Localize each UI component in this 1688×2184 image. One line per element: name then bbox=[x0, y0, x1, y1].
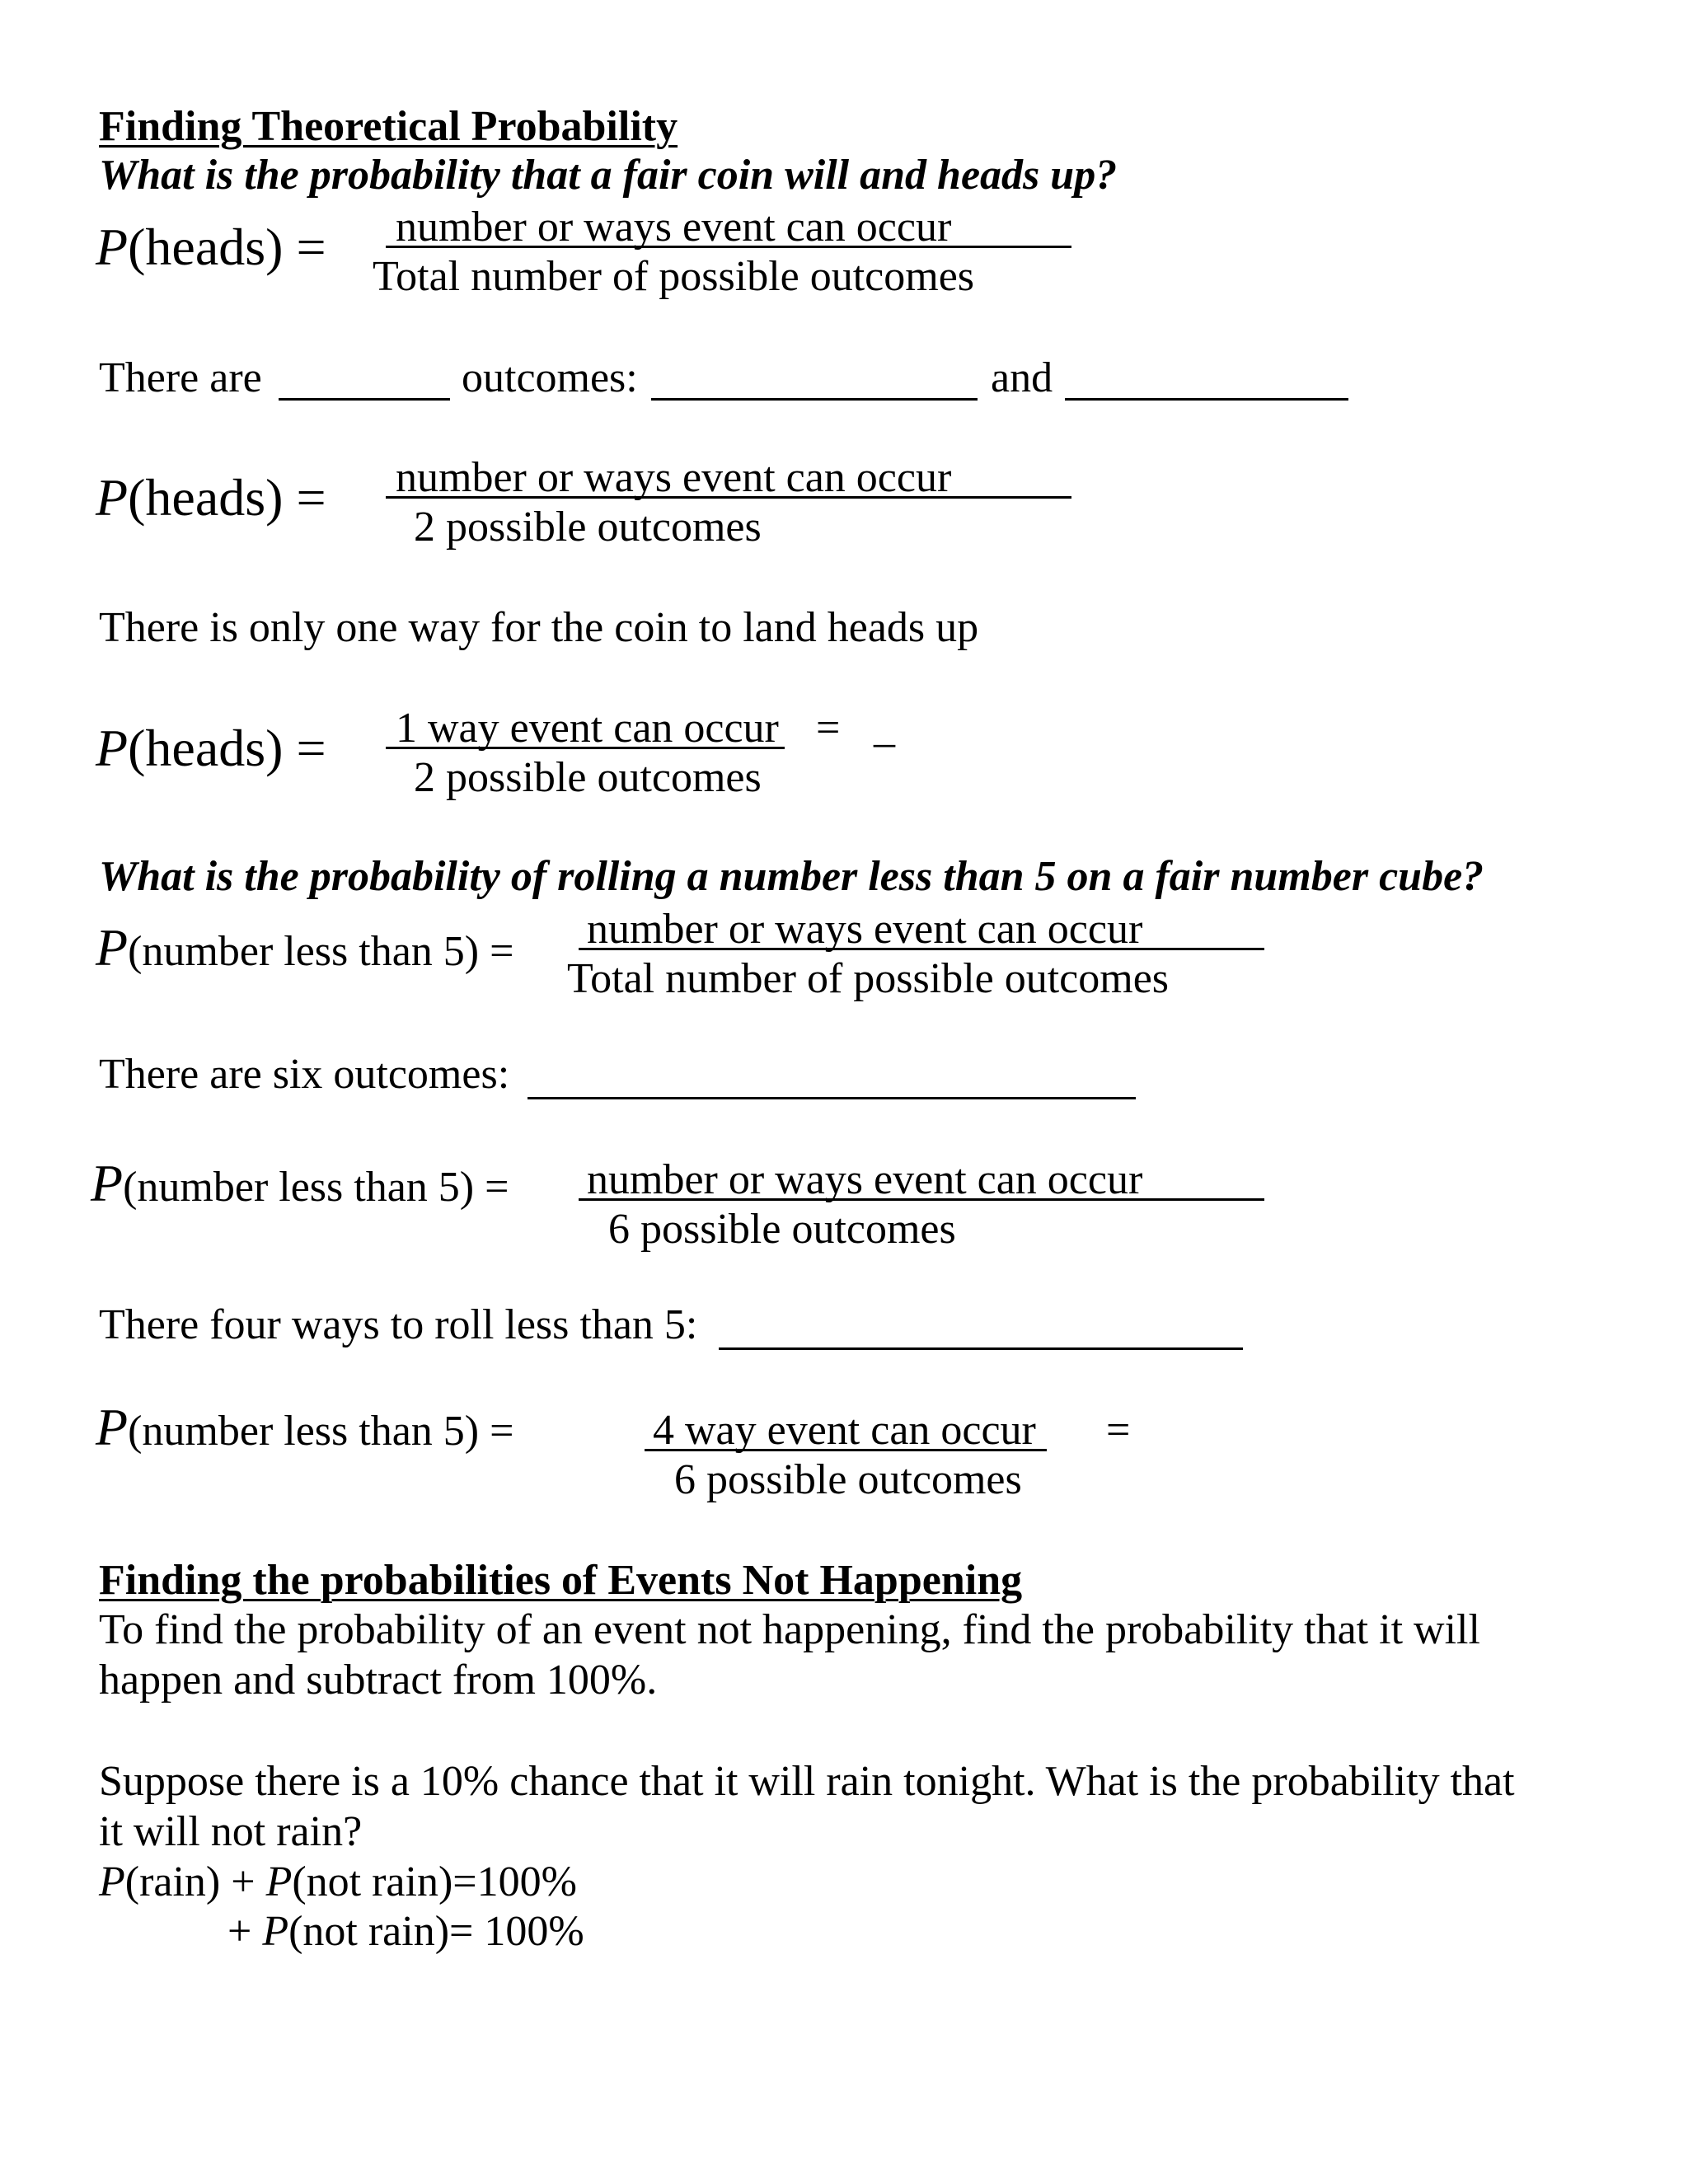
fraction-bar bbox=[579, 948, 1264, 950]
equals-sign: = bbox=[816, 705, 841, 752]
rain-question-line-2: it will not rain? bbox=[99, 1808, 363, 1855]
lhs-rest: (number less than 5) = bbox=[128, 1408, 514, 1455]
fraction-bar bbox=[386, 246, 1071, 248]
only-one-way-text: There is only one way for the coin to land heads up bbox=[99, 604, 979, 651]
four-ways-label: There four ways to roll less than 5: bbox=[99, 1301, 698, 1348]
fraction-denominator: 2 possible outcomes bbox=[414, 504, 762, 551]
p-letter: P bbox=[96, 918, 129, 977]
fraction-denominator: Total number of possible outcomes bbox=[567, 955, 1170, 1002]
outcomes-label-2: outcomes: bbox=[462, 354, 638, 401]
outcomes-label-1: There are bbox=[99, 354, 262, 401]
blank-outcome-1 bbox=[651, 398, 978, 401]
fraction-numerator: 1 way event can occur bbox=[396, 705, 779, 752]
fraction-denominator: 6 possible outcomes bbox=[674, 1456, 1022, 1503]
eq-part: (not rain)=100% bbox=[292, 1858, 577, 1905]
blank-outcome-2 bbox=[1065, 398, 1348, 401]
intro-line-1: To find the probability of an event not happening, find the probability that it will bbox=[99, 1606, 1480, 1653]
fraction-denominator: Total number of possible outcomes bbox=[373, 253, 975, 300]
equals-sign: = bbox=[1106, 1407, 1131, 1454]
formula-cube-lhs bbox=[96, 918, 514, 977]
fraction-denominator: 6 possible outcomes bbox=[608, 1206, 956, 1253]
blank-four-ways bbox=[719, 1347, 1243, 1350]
blank-six-outcomes bbox=[528, 1097, 1136, 1099]
eq-part: (rain) + bbox=[124, 1858, 266, 1905]
fraction-numerator: number or ways event can occur bbox=[587, 1156, 1143, 1203]
fraction-numerator: 4 way event can occur bbox=[653, 1407, 1036, 1454]
formula-cube-lhs bbox=[91, 1154, 509, 1212]
p-letter: P bbox=[265, 1858, 293, 1905]
intro-line-2: happen and subtract from 100%. bbox=[99, 1657, 658, 1704]
p-letter: P bbox=[96, 1398, 129, 1456]
formula-cube-lhs bbox=[96, 1398, 514, 1456]
rain-equation-2 bbox=[227, 1910, 584, 1953]
fraction-bar bbox=[645, 1449, 1047, 1451]
fraction-bar bbox=[579, 1198, 1264, 1201]
fraction-bar bbox=[386, 747, 785, 749]
lhs-rest: (number less than 5) = bbox=[128, 928, 514, 975]
fraction-numerator: number or ways event can occur bbox=[396, 204, 952, 251]
fraction-denominator: 2 possible outcomes bbox=[414, 754, 762, 801]
formula-heads-lhs bbox=[96, 218, 326, 276]
p-letter: P bbox=[262, 1908, 289, 1955]
eq-part: (not rain)= 100% bbox=[288, 1908, 584, 1955]
p-letter: P bbox=[96, 218, 129, 276]
outcomes-label-and: and bbox=[991, 354, 1053, 401]
blank-outcome-count bbox=[279, 398, 450, 401]
lhs-rest: (heads) = bbox=[128, 719, 326, 777]
p-letter: P bbox=[96, 468, 129, 527]
fraction-numerator: number or ways event can occur bbox=[396, 454, 952, 501]
fraction-bar bbox=[386, 496, 1071, 499]
cube-question: What is the probability of rolling a number less than 5 on a fair number cube? bbox=[99, 853, 1484, 900]
formula-heads-lhs bbox=[96, 468, 326, 527]
rain-question-line-1: Suppose there is a 10% chance that it will rain tonight. What is the probability that bbox=[99, 1758, 1515, 1805]
p-letter: P bbox=[99, 1858, 125, 1905]
section-heading-not-happening: Finding the probabilities of Events Not Happening bbox=[99, 1557, 1023, 1604]
answer-blank: _ bbox=[874, 705, 895, 752]
lhs-rest: (number less than 5) = bbox=[123, 1164, 509, 1211]
p-letter: P bbox=[96, 719, 129, 777]
lhs-rest: (heads) = bbox=[128, 468, 326, 527]
six-outcomes-label: There are six outcomes: bbox=[99, 1051, 510, 1098]
eq-plus: + bbox=[227, 1908, 263, 1955]
p-letter: P bbox=[91, 1154, 124, 1212]
fraction-numerator: number or ways event can occur bbox=[587, 906, 1143, 953]
formula-heads-lhs bbox=[96, 719, 326, 777]
lhs-rest: (heads) = bbox=[128, 218, 326, 276]
coin-question: What is the probability that a fair coin will and heads up? bbox=[99, 152, 1118, 199]
rain-equation-1 bbox=[99, 1858, 577, 1905]
section-heading-theoretical: Finding Theoretical Probability bbox=[99, 103, 678, 150]
